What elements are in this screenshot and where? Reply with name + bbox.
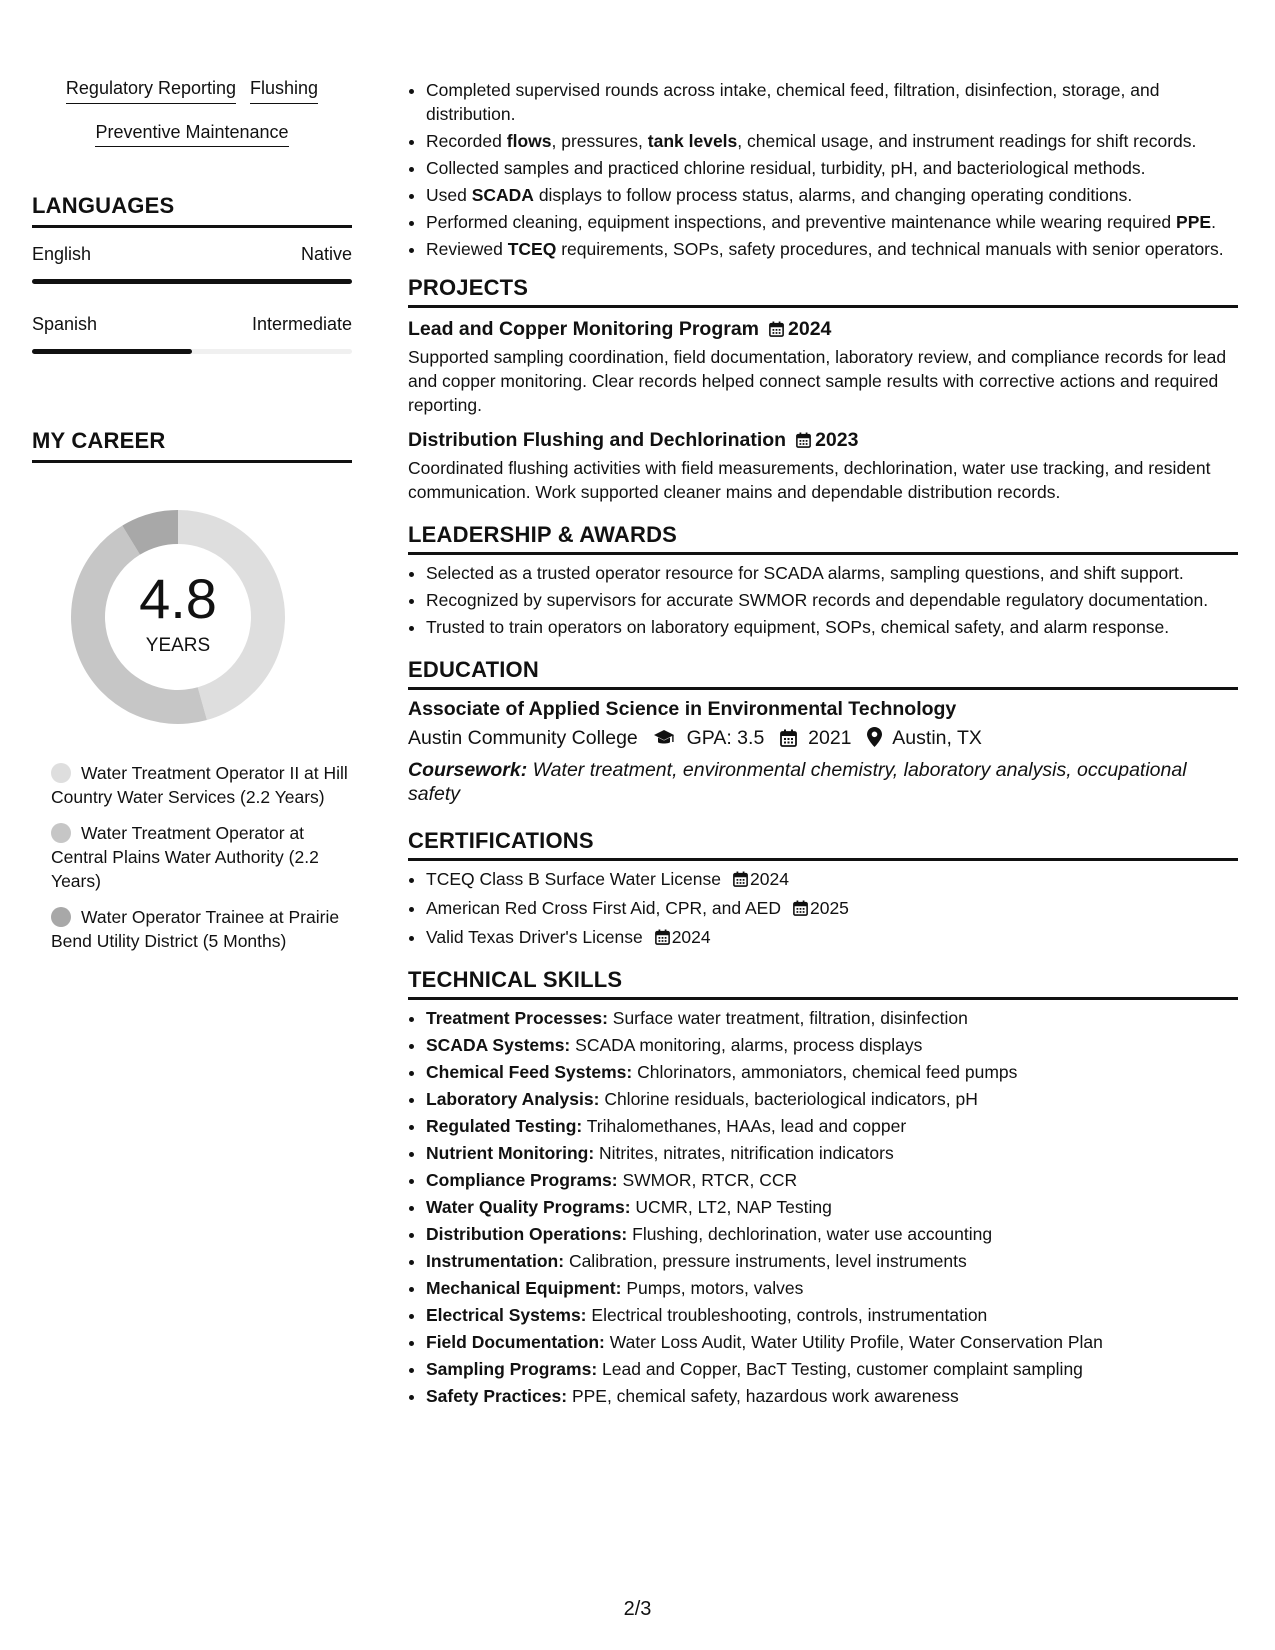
education-section — [408, 657, 1238, 806]
career-section — [32, 428, 352, 953]
language-proficiency-fill — [32, 279, 352, 284]
language-proficiency-fill — [32, 349, 192, 354]
skill-category: Water Quality Programs: — [426, 1197, 631, 1217]
skill-category: Laboratory Analysis: — [426, 1089, 600, 1109]
skill-tag: Flushing — [250, 78, 318, 104]
certification-item — [426, 867, 1238, 893]
technical-skill-item — [426, 1195, 1238, 1219]
skill-category: Electrical Systems: — [426, 1305, 587, 1325]
project-name: Lead and Copper Monitoring Program — [408, 318, 760, 340]
graduation-year: 2021 — [808, 727, 852, 749]
skill-tag: Preventive Maintenance — [95, 122, 288, 148]
project-description: Supported sampling coordination, field documentation, laboratory review, and compliance records for lead and copper monitoring. Clear records helped connect sample results with corrective actions and required reporting. — [408, 347, 1227, 415]
certifications-list — [408, 867, 1238, 951]
experience-bullet: • Performed cleaning, equipment inspections, and preventive maintenance while wearing required PPE. — [426, 210, 1238, 234]
calendar-icon — [796, 429, 811, 456]
technical-skill-item — [426, 1357, 1238, 1381]
coursework-label: Coursework: — [408, 759, 528, 781]
career-heading: MY CAREER — [32, 428, 352, 463]
experience-bullets — [408, 78, 1238, 261]
career-legend — [32, 761, 352, 953]
career-unit: YEARS — [145, 635, 211, 657]
career-donut-chart — [32, 481, 352, 741]
project-item — [408, 427, 1238, 504]
skill-category: Sampling Programs: — [426, 1359, 598, 1379]
language-item — [32, 314, 352, 354]
technical-skill-item — [426, 1222, 1238, 1246]
technical-skill-item — [426, 1249, 1238, 1273]
career-legend-item — [32, 905, 352, 953]
language-name: Spanish — [32, 314, 98, 335]
technical-skills-list — [408, 1006, 1238, 1408]
projects-section — [408, 275, 1238, 504]
certification-year: 2025 — [809, 898, 849, 918]
skill-values: Chlorine residuals, bacteriological indicators, pH — [604, 1089, 978, 1109]
skill-values: Surface water treatment, filtration, disinfection — [612, 1008, 968, 1028]
certification-name: American Red Cross First Aid, CPR, and AED — [426, 898, 781, 918]
technical-skill-item — [426, 1060, 1238, 1084]
certification-year: 2024 — [750, 869, 789, 889]
certification-item — [426, 896, 1238, 922]
calendar-icon — [733, 869, 748, 893]
technical-skill-item — [426, 1330, 1238, 1354]
skill-tags — [32, 78, 352, 147]
skill-category: Regulated Testing: — [426, 1116, 583, 1136]
projects-heading: PROJECTS — [408, 275, 1238, 308]
coursework — [408, 758, 1238, 806]
technical-skill-item — [426, 1141, 1238, 1165]
leadership-section — [408, 522, 1238, 639]
language-level: Native — [300, 244, 352, 265]
skill-category: SCADA Systems: — [426, 1035, 571, 1055]
skill-category: Instrumentation: — [426, 1251, 565, 1271]
project-name: Distribution Flushing and Dechlorination — [408, 429, 787, 451]
skill-values: Trihalomethanes, HAAs, lead and copper — [586, 1116, 907, 1136]
leadership-item: • Selected as a trusted operator resource for SCADA alarms, sampling questions, and shift support. — [426, 561, 1238, 585]
language-item — [32, 244, 352, 284]
project-item — [408, 316, 1238, 417]
project-date: 2023 — [815, 429, 859, 451]
technical-skill-item — [426, 1087, 1238, 1111]
certifications-heading: CERTIFICATIONS — [408, 828, 1238, 861]
certification-name: Valid Texas Driver's License — [426, 927, 643, 947]
technical-skill-item — [426, 1276, 1238, 1300]
education-heading: EDUCATION — [408, 657, 1238, 690]
legend-dot — [51, 763, 71, 783]
leadership-item: • Recognized by supervisors for accurate SWMOR records and dependable regulatory documentation. — [426, 588, 1238, 612]
certifications-section — [408, 828, 1238, 951]
skill-values: Chlorinators, ammoniators, chemical feed pumps — [637, 1062, 1018, 1082]
language-row — [32, 244, 352, 265]
project-description: Coordinated flushing activities with field measurements, dechlorination, water use tracking, and resident communication. Work supported cleaner mains and dependable distribution records. — [408, 458, 1211, 502]
calendar-icon — [780, 726, 797, 756]
graduation-cap-icon — [653, 726, 675, 756]
technical-skill-item — [426, 1168, 1238, 1192]
calendar-icon — [655, 927, 670, 951]
technical-skill-item — [426, 1384, 1238, 1408]
skill-category: Nutrient Monitoring: — [426, 1143, 595, 1163]
languages-heading: LANGUAGES — [32, 193, 352, 228]
career-legend-text: Water Operator Trainee at Prairie Bend Utility District (5 Months) — [51, 907, 340, 952]
skill-values: Nitrites, nitrates, nitrification indicators — [599, 1143, 894, 1163]
career-legend-item — [32, 821, 352, 893]
location-pin-icon — [867, 726, 882, 756]
tags-row — [32, 122, 352, 148]
languages-list — [32, 244, 352, 354]
skill-values: Water Loss Audit, Water Utility Profile, Water Conservation Plan — [609, 1332, 1103, 1352]
technical-skill-item — [426, 1114, 1238, 1138]
technical-skill-item — [426, 1006, 1238, 1030]
degree-title: Associate of Applied Science in Environmental Technology — [408, 698, 957, 720]
technical-skills-section — [408, 967, 1238, 1408]
experience-bullet: • Reviewed TCEQ requirements, SOPs, safety procedures, and technical manuals with senior operators. — [426, 237, 1238, 261]
sidebar — [32, 78, 352, 965]
main-content — [408, 78, 1238, 1411]
career-total-years: 4.8 — [139, 567, 217, 631]
coursework-text: Water treatment, environmental chemistry, laboratory analysis, occupational safety — [408, 759, 1187, 805]
donut-center — [64, 503, 292, 731]
certification-item — [426, 925, 1238, 951]
legend-dot — [51, 823, 71, 843]
technical-skill-item — [426, 1033, 1238, 1057]
skill-category: Compliance Programs: — [426, 1170, 618, 1190]
legend-dot — [51, 907, 71, 927]
certification-year: 2024 — [671, 927, 711, 947]
experience-bullet: • Completed supervised rounds across intake, chemical feed, filtration, disinfection, storage, and distribution. — [426, 78, 1238, 126]
skill-category: Field Documentation: — [426, 1332, 605, 1352]
calendar-icon — [769, 318, 784, 345]
language-level: Intermediate — [251, 314, 352, 335]
page-number: 2/3 — [623, 1598, 652, 1620]
skill-category: Mechanical Equipment: — [426, 1278, 622, 1298]
language-name: English — [32, 244, 92, 265]
education-details — [408, 723, 1238, 756]
experience-bullet: • Used SCADA displays to follow process status, alarms, and changing operating conditions. — [426, 183, 1238, 207]
language-proficiency-bar — [32, 279, 352, 284]
language-proficiency-bar — [32, 349, 352, 354]
skill-values: PPE, chemical safety, hazardous work awareness — [571, 1386, 959, 1406]
leadership-heading: LEADERSHIP & AWARDS — [408, 522, 1238, 555]
technical-skills-heading: TECHNICAL SKILLS — [408, 967, 1238, 1000]
leadership-item: • Trusted to train operators on laboratory equipment, SOPs, chemical safety, and alarm response. — [426, 615, 1238, 639]
skill-category: Treatment Processes: — [426, 1008, 608, 1028]
skill-category: Safety Practices: — [426, 1386, 568, 1406]
skill-values: Flushing, dechlorination, water use accounting — [632, 1224, 993, 1244]
skill-values: SWMOR, RTCR, CCR — [622, 1170, 798, 1190]
project-date: 2024 — [788, 318, 832, 340]
calendar-icon — [793, 898, 808, 922]
career-legend-item — [32, 761, 352, 809]
project-title — [408, 316, 1238, 345]
skill-values: SCADA monitoring, alarms, process displays — [575, 1035, 923, 1055]
skill-values: UCMR, LT2, NAP Testing — [635, 1197, 832, 1217]
skill-values: Electrical troubleshooting, controls, instrumentation — [591, 1305, 988, 1325]
experience-bullet: • Collected samples and practiced chlorine residual, turbidity, pH, and bacteriological methods. — [426, 156, 1238, 180]
gpa: GPA: 3.5 — [686, 727, 765, 749]
technical-skill-item — [426, 1303, 1238, 1327]
skill-tag: Regulatory Reporting — [66, 78, 236, 104]
skill-values: Calibration, pressure instruments, level instruments — [568, 1251, 967, 1271]
skill-values: Lead and Copper, BacT Testing, customer complaint sampling — [602, 1359, 1083, 1379]
career-legend-text: Water Treatment Operator II at Hill Country Water Services (2.2 Years) — [51, 763, 348, 808]
school-name: Austin Community College — [408, 727, 638, 749]
tags-row — [32, 78, 352, 104]
skill-category: Distribution Operations: — [426, 1224, 628, 1244]
language-row — [32, 314, 352, 335]
projects-list — [408, 316, 1238, 504]
experience-bullet: • Recorded flows, pressures, tank levels, chemical usage, and instrument readings for shift records. — [426, 129, 1238, 153]
certification-name: TCEQ Class B Surface Water License — [426, 869, 722, 889]
skill-values: Pumps, motors, valves — [626, 1278, 804, 1298]
career-legend-text: Water Treatment Operator at Central Plains Water Authority (2.2 Years) — [51, 823, 319, 892]
skill-category: Chemical Feed Systems: — [426, 1062, 633, 1082]
school-location: Austin, TX — [892, 727, 982, 749]
leadership-list — [408, 561, 1238, 639]
project-title — [408, 427, 1238, 456]
languages-section — [32, 193, 352, 354]
